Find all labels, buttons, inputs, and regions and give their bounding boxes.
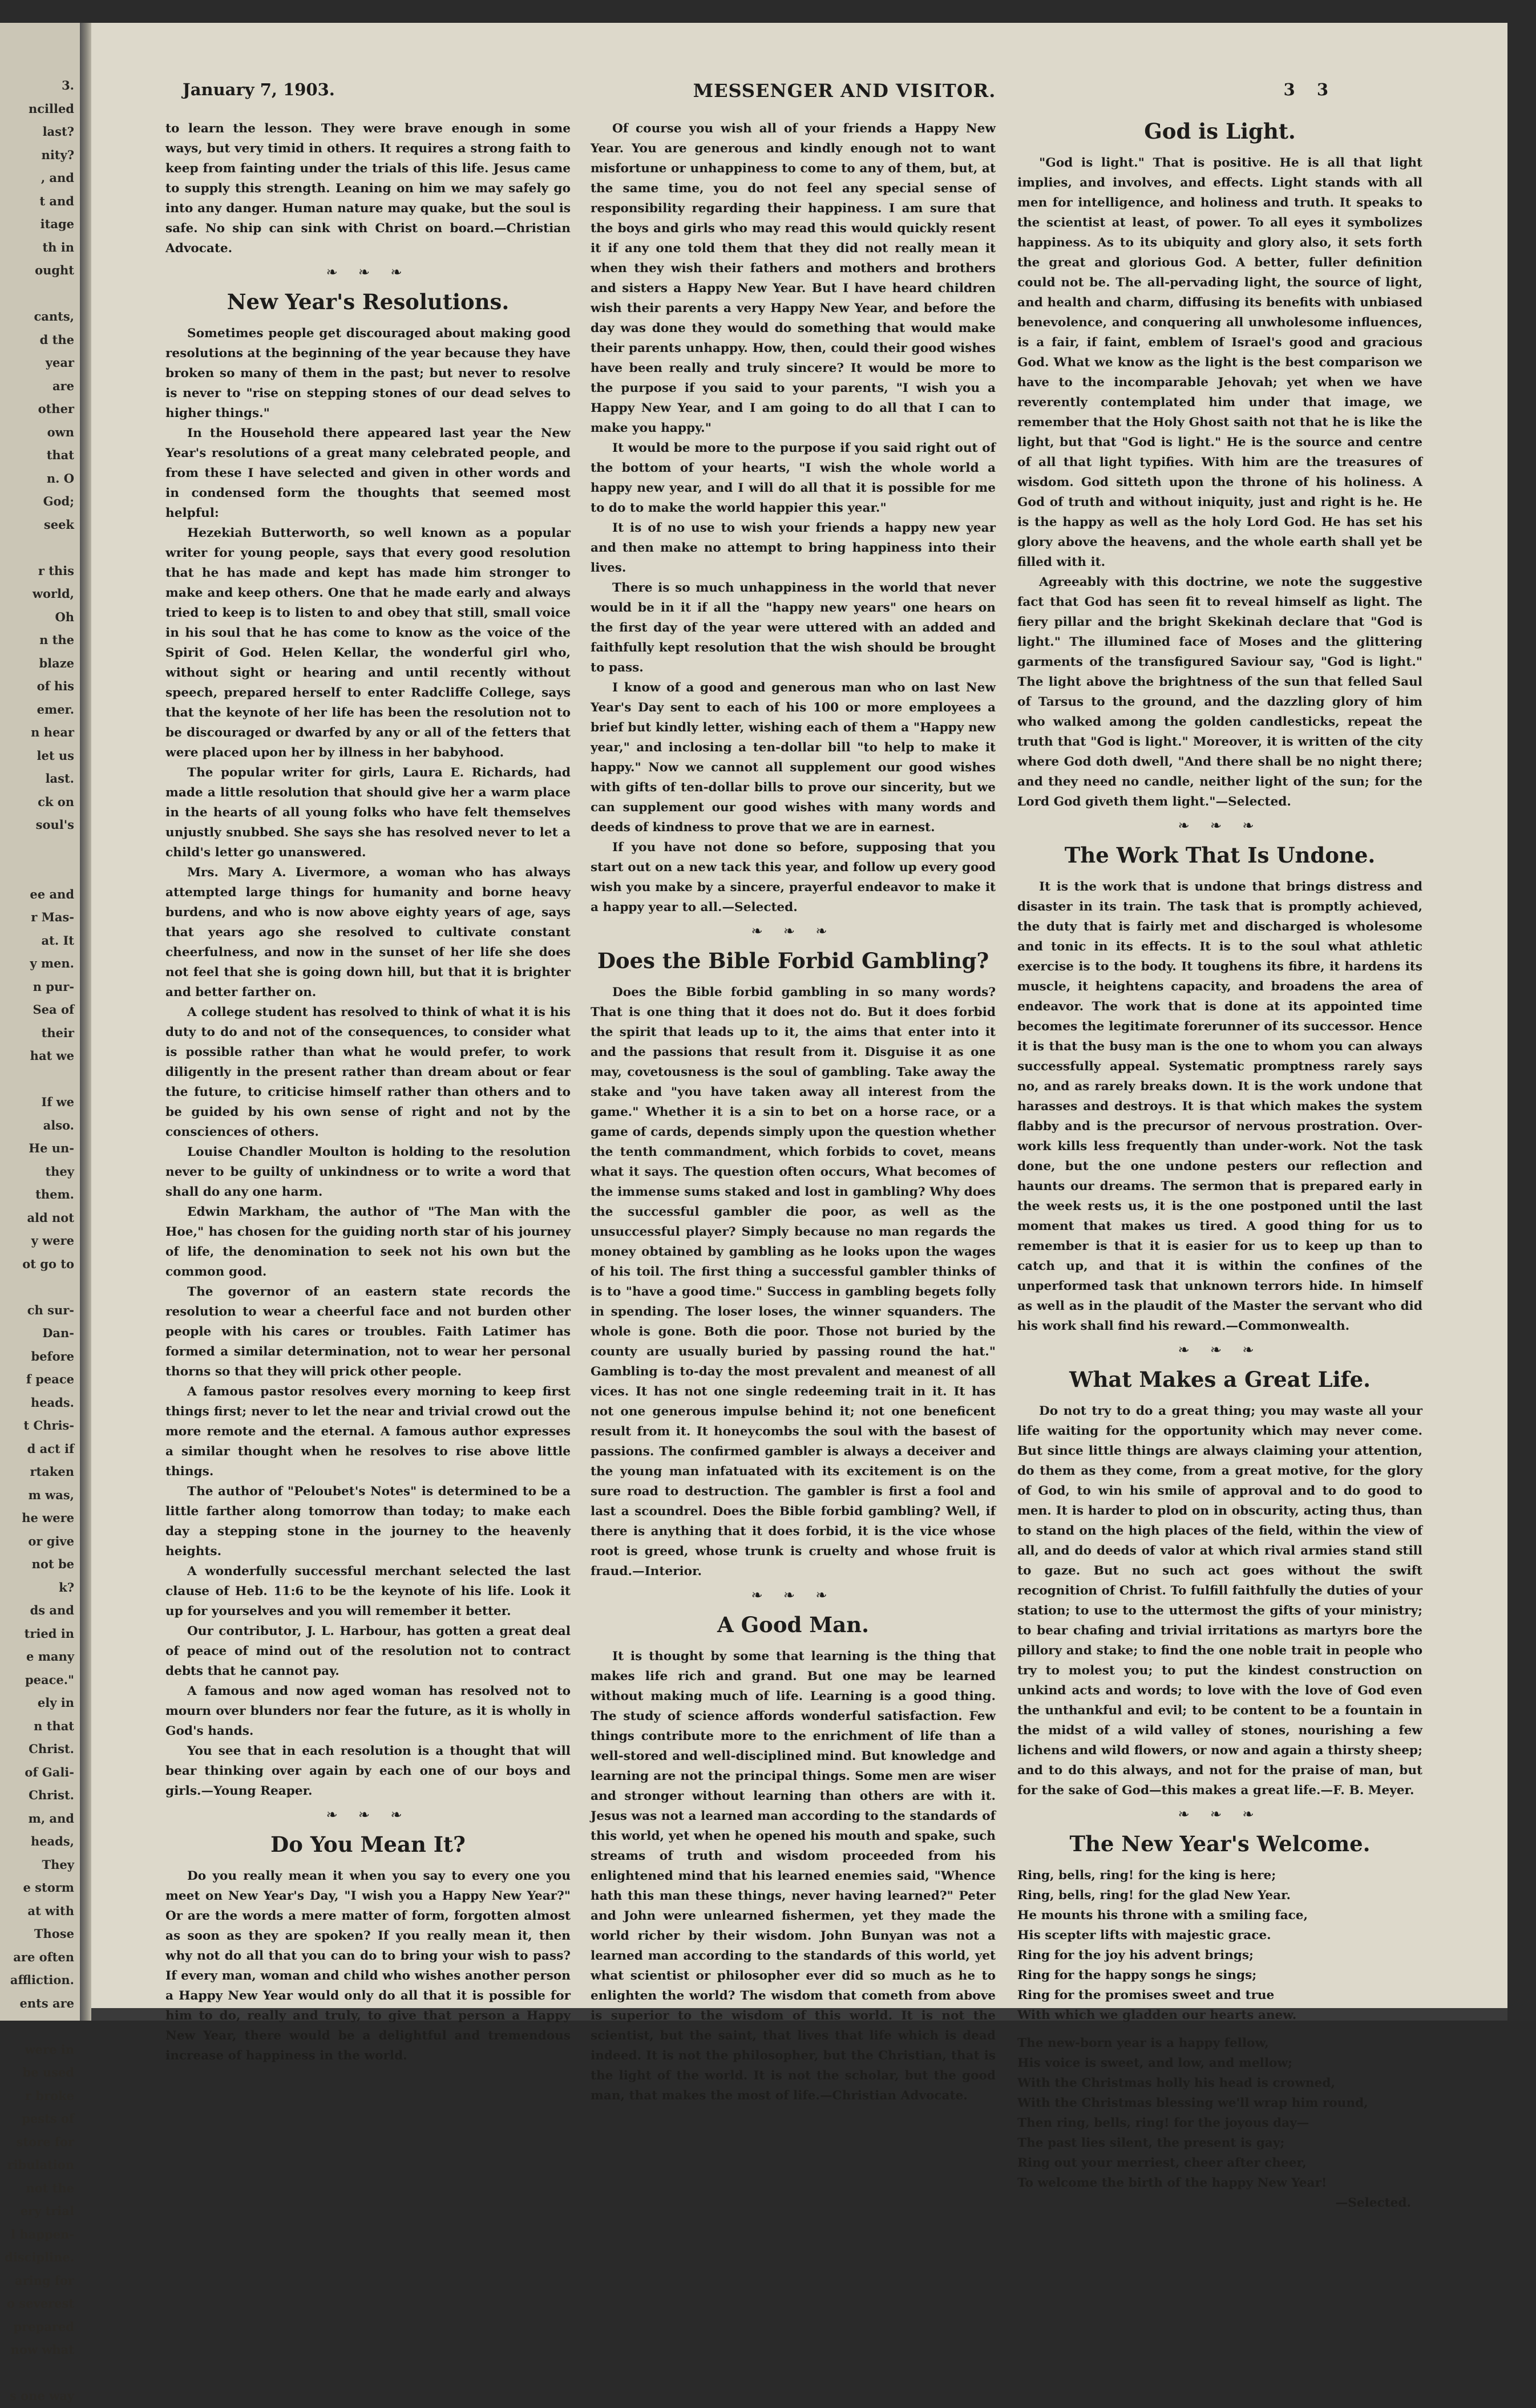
fragment-line: n that <box>34 1718 74 1733</box>
paragraph: "God is light." That is positive. He is all that light implies, and involves, and effects. Light stands with all men for intelligence, and holiness and truth. It speaks to the scientist at least, of power. To all eyes it symbolizes happiness. As to its ubiquity and glory also, it sets forth the great and glorious God. A better, fuller definition could not be. The all-pervading light, the source of light, and health and charm, diffusing its benefits with unbiased benevolence, and conquering all unwholesome influences, is a fair, if faint, emblem of Israel's good and gracious God. What we know as the light is the best comparison we have to the incomparable Jehovah; yet when we have reverently contemplated him under that image, we remember that the Holy Ghost saith not that he is like the light, but that "God is light." He is the source and centre of all that light typifies. With him are the treasures of wisdom. God sitteth upon the throne of his holiness. A God of truth and without iniquity, just and right is he. He is the happy as well as the holy Lord God. He has set his glory above the heavens, and the whole earth shall yet be filled with it. <box>1017 156 1422 569</box>
paragraph: A college student has resolved to think of what it is his duty to do and not of the consequences, to consider what is possible rather than what he would prefer, to work diligently in the present rather than dream about or fear the future, to criticise himself rather than others and to be guided by his own sense of right and not by the consciences of others. <box>165 1005 571 1139</box>
poem-line: He mounts his throne with a smiling face, <box>1017 1908 1308 1923</box>
fragment-line: not be <box>31 1557 74 1571</box>
paragraph: The popular writer for girls, Laura E. Richards, had made a little resolution that should give her a warm place in the hearts of all young folks who have felt themselves unjustly snubbed. She says she has resolved never to let a child's letter go unanswered. <box>165 766 571 860</box>
poem-line: Ring for the joy his advent brings; <box>1017 1948 1254 1962</box>
fragment-line: , and <box>41 171 74 185</box>
fragment-line: blaze <box>39 655 74 670</box>
fragment-line: k? <box>59 1580 74 1594</box>
fragment-line: ot go to <box>22 1256 74 1271</box>
fragment-line: n pur- <box>33 979 74 994</box>
fragment-line: rtaken <box>30 1464 74 1479</box>
fragment-line: r Mas- <box>31 910 74 924</box>
poem-line: With which we gladden our hearts anew. <box>1017 2008 1297 2022</box>
paragraph: Edwin Markham, the author of "The Man with the Hoe," has chosen for the guiding north star of his journey of life, the denomination to seek not his own but the common good. <box>165 1205 571 1279</box>
fragment-line: s one way <box>10 2389 74 2403</box>
fragment-line: heads. <box>30 1395 74 1410</box>
fragment-line: th in <box>42 240 74 254</box>
fragment-line: at. It <box>41 933 74 948</box>
fragment-line: them. <box>35 1187 74 1201</box>
section-ornament: ❧ ❧ ❧ <box>326 264 410 280</box>
fragment-line: ee and <box>30 887 74 901</box>
adjacent-page-fragment <box>0 23 80 2403</box>
masthead-title: MESSENGER AND VISITOR. <box>693 80 996 102</box>
section-ornament: ❧ ❧ ❧ <box>1178 1342 1262 1358</box>
section-ornament: ❧ ❧ ❧ <box>1178 1806 1262 1822</box>
paragraph: A wonderfully successful merchant selected the last clause of Heb. 11:6 to be the keynote of his life. Look it up for yourselves and you will remember it better. <box>165 1564 571 1618</box>
fragment-line: of his <box>37 679 74 693</box>
fragment-line: were in <box>25 2042 74 2057</box>
fragment-line: m was, <box>28 1487 74 1502</box>
fragment-line: ents are <box>19 1996 74 2010</box>
fragment-line <box>1 2362 74 2385</box>
paragraph: A famous and now aged woman has resolved not to mourn over blunders nor fear the future, as it is wholly in God's hands. <box>165 1684 571 1738</box>
fragment-line: They <box>42 1857 74 1872</box>
article-heading: A Good Man. <box>717 1612 869 1637</box>
paragraph: In the Household there appeared last year the New Year's resolutions of a great many celebrated people, and from these I have selected and given in other words and in condensed form the thoughts that seemed most helpful: <box>165 426 571 520</box>
fragment-line <box>1 1068 74 1091</box>
fragment-line: d act if <box>27 1441 74 1456</box>
fragment-line: aring for <box>14 2273 74 2288</box>
paragraph: The author of "Peloubet's Notes" is determined to be a little farther along tomorrow than today; to make each day a stepping stone in the journey to the heavenly heights. <box>165 1484 571 1559</box>
fragment-line: ncilled <box>28 101 74 116</box>
fragment-line: 3. <box>62 78 74 92</box>
adjacent-page-text <box>1 74 74 2408</box>
column-2 <box>591 119 996 2106</box>
fragment-line: Sea of <box>33 1002 74 1017</box>
section-ornament: ❧ ❧ ❧ <box>1178 817 1262 833</box>
fragment-line: hat we <box>30 1049 74 1063</box>
paragraph: Louise Chandler Moulton is holding to the resolution never to be guilty of unkindness or to write a word that shall do any one harm. <box>165 1145 571 1199</box>
issue-date: January 7, 1903. <box>183 80 335 99</box>
fragment-line: r this <box>38 563 74 578</box>
poem-line: His scepter lifts with majestic grace. <box>1017 1928 1271 1942</box>
poem-stanza <box>1017 2033 1422 2193</box>
fragment-line: God; <box>43 494 74 508</box>
section-ornament: ❧ ❧ ❧ <box>751 1587 835 1603</box>
article-heading: The Work That Is Undone. <box>1064 843 1376 868</box>
column-3 <box>1017 119 1422 2213</box>
fragment-line: t Chris- <box>23 1418 74 1432</box>
fragment-line: that <box>46 448 74 462</box>
fragment-line: m, and <box>28 1811 74 1826</box>
fragment-line: last? <box>42 124 74 139</box>
poem-line: Then ring, bells, ring! for the joyous day— <box>1017 2116 1309 2130</box>
fragment-line: peace." <box>25 1672 74 1687</box>
fragment-line: itage <box>40 217 74 231</box>
paragraph: I know of a good and generous man who on last New Year's Day sent to each of his 100 or more employees a brief but kindly letter, wishing each of them a "Happy new year," and inclosing a ten-dollar bill "to help to make it happy." Now we cannot all supplement our good wishes with gifts of ten-dollar bills to prove our sincerity, but we can supplement our good wishes with many words and deeds of kindness to prove that we are in earnest. <box>591 681 996 835</box>
fragment-line: not the <box>26 2180 74 2195</box>
poem-line: The new-born year is a happy fellow, <box>1017 2036 1269 2050</box>
fragment-line: other <box>38 402 74 416</box>
poem-line: To welcome the birth of the happy New Year! <box>1017 2176 1327 2190</box>
article-heading: The New Year's Welcome. <box>1069 1831 1371 1856</box>
fragment-line: l happen- <box>11 2227 74 2241</box>
fragment-line: at with <box>27 1903 74 1918</box>
fragment-line: Oh <box>55 609 74 624</box>
fragment-line: let us <box>37 748 74 763</box>
paragraph: The governor of an eastern state records the resolution to wear a cheerful face and not burden other people with his cares or troubles. Faith Latimer has formed a similar determination, not to wear her personal thorns so that they will prick other people. <box>165 1285 571 1379</box>
article-heading: New Year's Resolutions. <box>227 289 510 314</box>
fragment-line: If we <box>41 1095 74 1109</box>
fragment-line: ald not <box>27 1210 74 1225</box>
article-heading: Do You Mean It? <box>270 1832 466 1857</box>
fragment-line: t and <box>39 193 74 208</box>
fragment-line: ely in <box>37 1695 74 1710</box>
fragment-line <box>1 536 74 560</box>
paragraph: You see that in each resolution is a thought that will bear thinking over again by each one of our boys and girls.—Young Reaper. <box>165 1744 571 1798</box>
poem-line: With the Christmas blessing we'll wrap him round, <box>1017 2096 1368 2110</box>
fragment-line: e storm <box>23 1880 74 1895</box>
fragment-line: Christ. <box>29 1742 74 1756</box>
fragment-line: he were <box>22 1511 74 1525</box>
fragment-line: ought <box>35 263 74 277</box>
fragment-line: they <box>45 1164 74 1179</box>
fragment-line: ck on <box>38 794 74 809</box>
page-header <box>91 80 1507 108</box>
fragment-line: tried in <box>24 1626 74 1641</box>
paragraph: Mrs. Mary A. Livermore, a woman who has always attempted large things for humanity and borne heavy burdens, and who is now above eighty years of age, says that years ago she resolved to cultivate constant cheerfulness, and now in the sunset of her life she does not feel that she is going down hill, but that it is brighter and better farther on. <box>165 865 571 999</box>
fragment-line: seek <box>43 517 74 532</box>
fragment-line: d the <box>39 332 74 347</box>
fragment-line: y men. <box>30 956 74 970</box>
fragment-line: Christ. <box>29 1788 74 1802</box>
paragraph: It is the work that is undone that brings distress and disaster in its train. The task that is promptly achieved, the duty that is fairly met and discharged is wholesome and tonic in its effects. It is to the soul what athletic exercise is to the body. It toughens its fibre, it hardens its muscle, it heightens capacity, and broadens the area of endeavor. The work that is done at its appointed time becomes the legitimate forerunner of its successor. Hence it is that the busy man is the one to whom you can always successfully appeal. Systematic promptness rarely says no, and as rarely breaks down. It is the work undone that harasses and destroys. It is that which makes the system flabby and is the precursor of nervous prostration. Over-work kills less frequently than under-work. Not the task done, but the one undone pesters our reflection and haunts our dreams. The sermon that is prepared early in the week rests us, it is the one postponed until the last moment that makes us tired. A good thing for us to remember is that it is easier for us to keep up than to catch up, and that it is within the confines of the unperformed task that unknown terrors hide. In himself as well as in the plaudit of the Master the servant who did his work shall find his reward.—Commonwealth. <box>1017 880 1422 1333</box>
fragment-line: ds and <box>30 1603 74 1617</box>
fragment-line <box>1 860 74 883</box>
poem-attribution: —Selected. <box>1335 2196 1411 2210</box>
paragraph: Our contributor, J. L. Harbour, has gotten a great deal of peace of mind out of the resolution not to contract debts that he cannot pay. <box>165 1624 571 1678</box>
fragment-line: ery trial <box>20 2204 74 2218</box>
paragraph: Agreeably with this doctrine, we note the suggestive fact that God has seen fit to reveal himself as light. The fiery pillar and the bright Skekinah declare that "God is light." The illumined face of Moses and the glittering garments of the transfigured Saviour say, "God is light." The light above the brightness of the sun that felled Saul of Tarsus to the ground, and the dazzling glory of him who walked among the golden candlesticks, repeat the truth that "God is light." Moreover, it is written of the city where God doth dwell, "And there shall be no night there; and they need no candle, neither light of the sun; for the Lord God giveth them light."—Selected. <box>1017 575 1422 809</box>
fragment-line: last. <box>45 771 74 786</box>
poem-line: His voice is sweet, and low, and mellow; <box>1017 2056 1292 2070</box>
fragment-line: year <box>45 355 74 370</box>
paragraph: to learn the lesson. They were brave enough in some ways, but very timid in others. It requires a strong faith to keep from fainting under the trials of this life. Jesus came to supply this strength. Leaning on him we may safely go into any danger. Human nature may quake, but the soul is safe. No ship can sink with Christ on board.—Christian Advocate. <box>165 122 571 256</box>
fragment-line: also. <box>43 1118 74 1132</box>
fragment-line: affliction. <box>10 1973 74 1987</box>
paragraph: Do you really mean it when you say to every one you meet on New Year's Day, "I wish you a Happy New Year?" Or are the words a mere matter of form, forgotten almost as soon as they are spoken? If you really mean it, then why not do all that you can do to bring your wish to pass? If every man, woman and child who wishes another person a Happy New Year would only do all that it is possible for him to do, really and truly, to give that person a Happy New Year, there would be a delightful and tremendous increase of happiness in the world. <box>165 1869 571 2063</box>
fragment-line: are often <box>13 1949 74 1964</box>
article-heading: Does the Bible Forbid Gambling? <box>597 948 989 973</box>
poem-stanza <box>1017 1865 1422 2025</box>
fragment-line: soul's <box>35 817 74 832</box>
article-heading: What Makes a Great Life. <box>1069 1367 1371 1392</box>
fragment-line: be used <box>22 2065 74 2079</box>
poem-line: Ring, bells, ring! for the king is here; <box>1017 1868 1276 1883</box>
paragraph: Does the Bible forbid gambling in so many words? That is one thing that it does not do. But it does forbid the spirit that leads up to it, the aims that enter into it and the passions that result from it. Disguise it as one may, covetousness is the soul of gambling. Take away the stake and "you have taken away all interest from the game." Whether it is a sin to bet on a horse race, or a game of cards, depends simply upon the question whether the tenth commandment, which forbids to covet, means what it says. The question often occurs, What becomes of the immense sums staked and lost in gambling? Why does the successful gambler die poor, as well as the unsuccessful player? Simply because no man regards the money obtained by gambling as he looks upon the wages of his toil. The first thing a successful gambler thinks of is to "have a good time." Success in gambling begets folly in spending. The loser loses, the winner squanders. The whole is gone. Both die poor. Those not buried by the county are usually buried by passing round the hat." Gambling is to-day the most prevalent and meanest of all vices. It has not one single redeeming trait in it. It has not one generous impulse behind it; not one beneficent result from it. It honeycombs the soul with the basest of passions. The confirmed gambler is always a deceiver and the young man infatuated with its excitement is on the sure road to destruction. The gambler is first a fool and last a scoundrel. Does the Bible forbid gambling? Well, if there is anything that it does forbid, it is the vice whose root is greed, whose trunk is cruelty and whose fruit is fraud.—Interior. <box>591 985 996 1579</box>
fragment-line: y were <box>31 1233 74 1248</box>
fragment-line: world, <box>32 586 74 601</box>
fragment-line: discipline. <box>5 2250 74 2264</box>
fragment-line: now what <box>10 2342 74 2357</box>
fragment-line: ch sur- <box>27 1302 74 1317</box>
fragment-line: f peace <box>26 1372 74 1386</box>
fragment-line: own <box>47 424 74 439</box>
fragment-line: He un- <box>29 1141 74 1155</box>
poem-line: Ring, bells, ring! for the glad New Year. <box>1017 1888 1291 1903</box>
poem-line: Ring for the promises sweet and true <box>1017 1988 1275 2002</box>
book-gutter <box>80 23 91 2021</box>
newspaper-page <box>91 23 1507 2210</box>
fragment-line: emer. <box>37 702 74 717</box>
fragment-line: pests of <box>22 2111 74 2126</box>
column-1 <box>165 119 571 2066</box>
fragment-line <box>1 837 74 860</box>
fragment-line: n hear <box>31 725 74 739</box>
fragment-line: Those <box>34 1927 74 1941</box>
fragment-line: of Gali- <box>25 1764 74 1779</box>
paragraph: Of course you wish all of your friends a Happy New Year. You are generous and kindly enough not to want misfortune or unhappiness to come to any of them, but, at the same time, you do not feel any special sense of responsibility regarding their happiness. I am sure that the boys and girls who may read this would quickly resent it if any one told them that they did not really mean it when they wish their fathers and mothers and brothers and sisters a Happy New Year. But I have heard children wish their parents a very Happy New Year, and before the day was done they would do something that would make their parents unhappy. How, then, could their good wishes have been really and truly sincere? It would be more to the purpose if you said to your parents, "I wish you a Happy New Year, and I am going to do all that I can to make you happy." <box>591 122 996 435</box>
fragment-line: e many <box>26 1649 74 1664</box>
fragment-line: cants, <box>34 309 74 323</box>
fragment-line: heads, <box>30 1834 74 1848</box>
fragment-line: before <box>31 1349 74 1363</box>
section-ornament: ❧ ❧ ❧ <box>751 923 835 939</box>
poem-line: Ring out your merriest, cheer after cheer, <box>1017 2156 1307 2170</box>
paragraph: A famous pastor resolves every morning to keep first things first; never to let the near and trivial crowd out the more remote and the eternal. A famous author expresses a similar thought when he resolves to rise above little things. <box>165 1385 571 1479</box>
fragment-line: n the <box>39 633 74 647</box>
poem-line: The past lies silent, the present is gay; <box>1017 2136 1285 2150</box>
paragraph: If you have not done so before, supposing that you start out on a new tack this year, and follow up every good wish you make by a sincere, prayerful endeavor to make it a happy year to all.—Selected. <box>591 840 996 914</box>
paragraph: There is so much unhappiness in the world that never would be in it if all the "happy new years" one hears on the first day of the year were uttered with an added and faithfully kept resolution that the wish should be brought to pass. <box>591 581 996 675</box>
fragment-line: are <box>52 378 74 393</box>
poem-line: With the Christmas holly his head is crowned, <box>1017 2076 1335 2090</box>
fragment-line: Dan- <box>42 1326 74 1340</box>
paragraph: Do not try to do a great thing; you may waste all your life waiting for the opportunity which may never come. But since little things are always claiming your attention, do them as they come, from a great motive, for the glory of God, to win his smile of approval and to do good to men. It is harder to plod on in obscurity, acting thus, than to stand on the high places of the field, within the view of all, and do deeds of valor at which rival armies stand still to gaze. But no such act goes without the swift recognition of Christ. To fulfill faithfully the duties of your station; to use to the uttermost the gifts of your ministry; to bear chafing and trivial irritations as martyrs bore the pillory and stake; to find the one noble trait in people who try to molest you; to put the kindest construction on unkind acts and words; to love with the love of God even the unthankful and evil; to be content to be a fountain in the midst of a wild valley of stones, nourishing a few lichens and wild flowers, or now and again a thirsty sheep; and to do this always, and not for the praise of man, but for the sake of God—this makes a great life.—F. B. Meyer. <box>1017 1404 1422 1798</box>
fragment-line: o severest <box>6 2296 74 2310</box>
fragment-line: r broke <box>25 2088 74 2103</box>
fragment-line: prepared <box>13 2319 74 2334</box>
fragment-line <box>1 1276 74 1299</box>
page-number: 3 3 <box>1283 80 1336 99</box>
fragment-line: n. O <box>46 471 74 485</box>
paragraph: It is of no use to wish your friends a happy new year and then make no attempt to bring happiness into their lives. <box>591 521 996 575</box>
poem-line: Ring for the happy songs he sings; <box>1017 1968 1257 1982</box>
section-ornament: ❧ ❧ ❧ <box>326 1807 410 1823</box>
fragment-line: nity? <box>41 147 74 162</box>
fragment-line: store for <box>16 2134 74 2149</box>
fragment-line: their <box>41 1025 74 1040</box>
paragraph: Sometimes people get discouraged about making good resolutions at the beginning of the year because they have broken so many of them in the past; but never to resolve is never to "rise on stepping stones of our dead selves to higher things." <box>165 326 571 420</box>
paragraph: It would be more to the purpose if you said right out of the bottom of your hearts, "I wish the whole world a happy new year, and I will do all that it is possible for me to do to make the world happier this year." <box>591 441 996 515</box>
article-heading: God is Light. <box>1144 119 1296 144</box>
fragment-line: or give <box>28 1533 74 1548</box>
fragment-line <box>1 2015 74 2038</box>
paragraph: It is thought by some that learning is the thing that makes life rich and grand. But one may be learned without making much of life. Learning is a good thing. The study of science affords wonderful satisfaction. Few things contribute more to the enrichment of life than a well-stored and well-disciplined mind. But knowledge and learning are not the principal things. Some men are wiser and stronger without learning than others are with it. Jesus was not a learned man according to the standards of this world, yet when he opened his mouth and spake, such streams of truth and wisdom proceeded from his enlightened mind that his learned enemies said, "Whence hath this man these things, never having learned?" Peter and John were unlearned fishermen, yet they made the world richer by their wisdom. John Bunyan was not a learned man according to the standards of this world, yet what scientist or philosopher ever did so much as he to enlighten the world? The wisdom that cometh from above is superior to the wisdom of this world. It is not the scientist, but the saint, that lives that life which is dead indeed. It is not the philosopher, but the Christian, that is the light of the world. It is not the scholar, but the good man, that makes the most of life.—Christian Advocate. <box>591 1649 996 2103</box>
fragment-line: ribulation <box>7 2158 74 2172</box>
fragment-line <box>1 282 74 306</box>
paragraph: Hezekiah Butterworth, so well known as a popular writer for young people, says that every good resolution that he has made and kept has made him stronger to make and keep others. One that he made early and always tried to keep is to listen to and obey that still, small voice in his soul that he has come to know as the voice of the Spirit of God. Helen Kellar, the wonderful girl who, without sight or hearing and until recently without speech, prepared herself to enter Radcliffe College, says that the keynote of her life has been the resolution not to be discouraged or dwarfed by any or all of the fetters that were placed upon her by illness in her babyhood. <box>165 526 571 760</box>
